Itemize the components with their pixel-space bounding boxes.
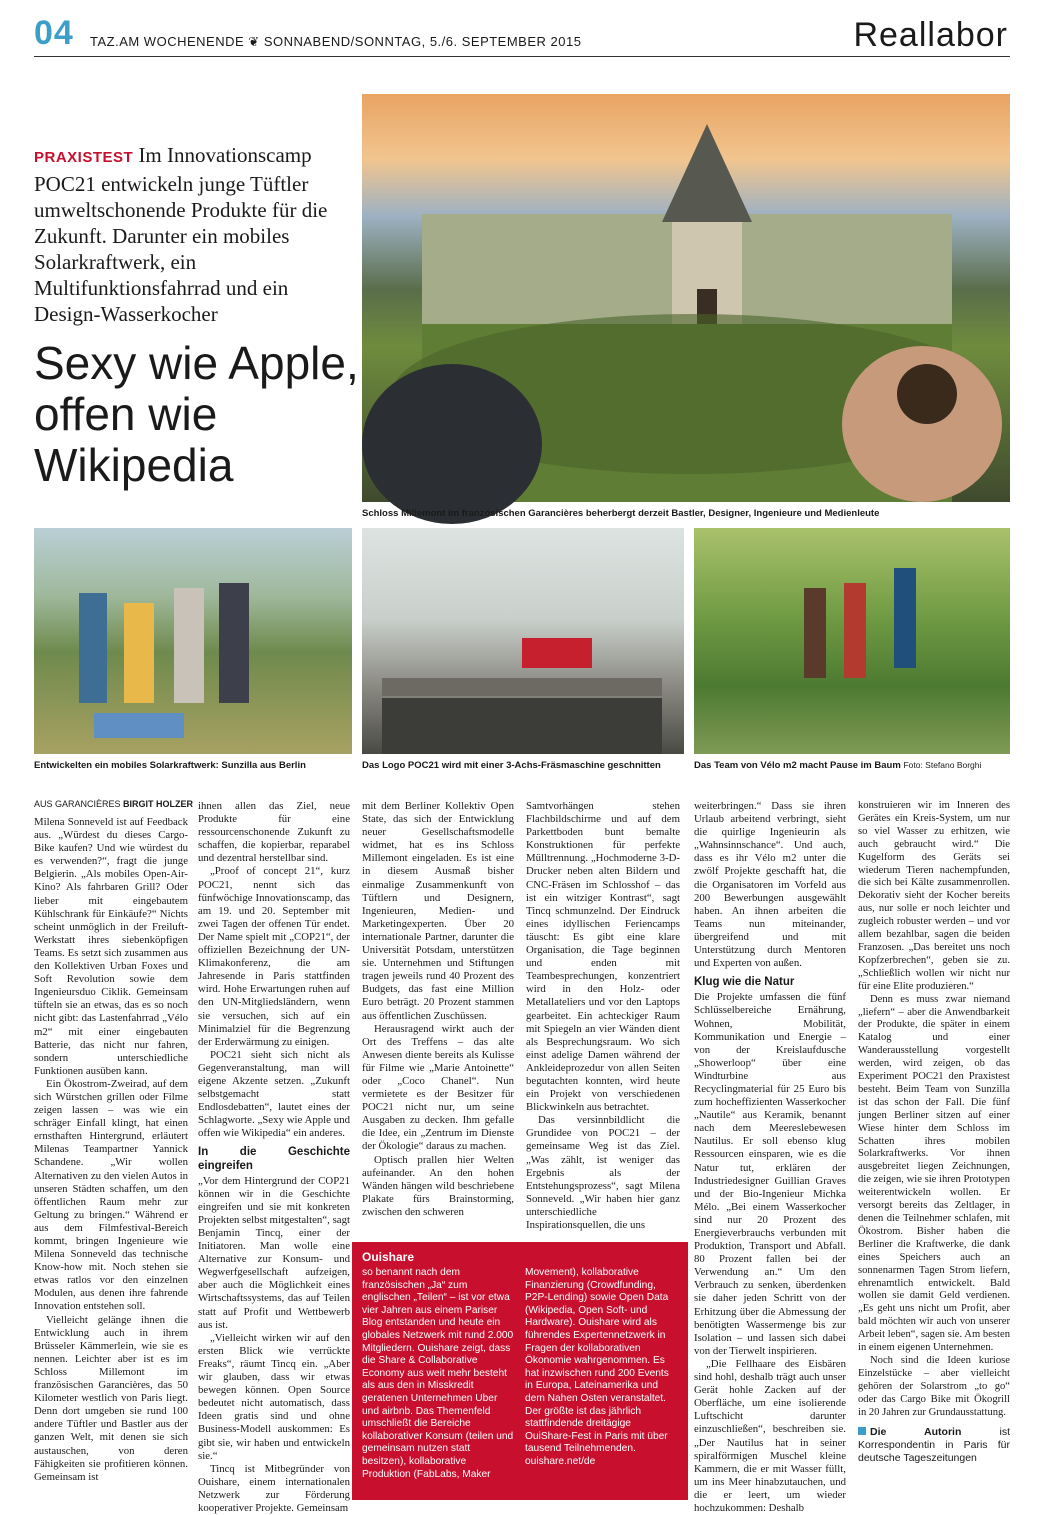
square-bullet-icon bbox=[858, 1427, 866, 1435]
photo-tree bbox=[694, 528, 1010, 754]
caption-photo3 bbox=[694, 760, 1010, 771]
kicker: PRAXISTEST bbox=[34, 149, 134, 166]
teaser-text: Im Innovationscamp POC21 entwickeln junge Tüftler umweltschonende Produkte für die Zukunft. Darunter ein mobiles Solarkraftwerk, ein Multifunktionsfahrrad und ein Design-Wasserkocher bbox=[34, 143, 328, 326]
photo-cnc bbox=[362, 528, 684, 754]
column-3 bbox=[362, 800, 514, 1219]
paragraph: Vielleicht gelänge ihnen die Entwicklung auch in ihrem Brüsseler Kämmerlein, wie sie es nennen. Leichter aber ist es im Schloss Millemont im französischen Garancières, das 50 Kilometer westlich von Paris liegt. Denn dort umgeben sie rund 100 andere Tüftler und Bastler aus der ganzen Welt, mit denen sie sich austauschen, von deren Fähigkeiten sie profitieren können. Gemeinsam ist bbox=[34, 1313, 188, 1483]
paragraph: Herausragend wirkt auch der Ort des Treffens – das alte Anwesen diente bereits als Kulisse für Filme wie „Marie Antoinette“ oder „Coco Chanel“. Nun vermietete es der Besitzer für POC21 nicht nur, um seine Ausgaben zu decken. Ihm gefalle die Idee, ein „Zentrum im Dienste der Ökologie“ daraus zu machen. bbox=[362, 1022, 514, 1153]
byline-prefix: AUS GARANCIÈRES bbox=[34, 799, 121, 809]
paragraph: weiterbringen.“ Dass sie ihren Urlaub arbeitend verbringt, sieht die quirlige Ingenieurin als „Wahnsinnschance“. Und auch, dass es ihr Vélo m2 unter die zwölf Projekte geschafft hat, die die Organisatoren im Vorfeld aus 200 Bewerbungen ausgewählt haben. An ihnen arbeiten die Teams nun miteinander, übergreifend und mit Unterstützung durch Mentoren und Experten von außen. bbox=[694, 800, 846, 970]
column-1 bbox=[34, 816, 188, 1484]
column-2 bbox=[198, 800, 350, 1515]
info-box-right-wrap bbox=[525, 1267, 678, 1481]
paw-icon: ❦ bbox=[248, 34, 260, 49]
page-number: 04 bbox=[34, 14, 74, 52]
section-title: Reallabor bbox=[853, 16, 1008, 54]
paragraph: „Vor dem Hintergrund der COP21 können wir in die Geschichte eingreifen und sie mit konkreten Projekten selbst mitgestalten“, sagt Benjamin Tincq, einer der Initiatoren. Man wolle eine Alternative zur Konsum- und Wegwerfgesellschaft aufzeigen, aber auch die Möglichkeit eines Wirtschaftssystems, das auf Teilen statt auf Profit und Wettbewerb aus ist. bbox=[198, 1174, 350, 1331]
paragraph: Die Projekte umfassen die fünf Schlüsselbereiche Ernährung, Wohnen, Mobilität, Kommunikation und Energie – von der Kreislaufdusche „Showerloop“ über eine Windturbine aus Recyclingmaterial für 25 Euro bis zum hocheffizienten Wasserkocher „Nautile“ aus Keramik, benannt nach dem Meereslebewesen Nautilus. Er soll ebenso klug Ressourcen einsparen, wie es die Natur tut, erklären der Industriedesigner Guillian Graves und der Bio-Ingenieur Michka Mélo. „Bei einem Wasserkocher sind nur 20 Prozent des Energieverbrauchs verbunden mit Produktion, Transport und Abfall. 80 Prozent fallen bei der Verwendung an.“ Um den Verbrauch zu senken, überdenken sie daher jeden Schritt von der Erhitzung über die Abmessung der benötigten Wassermenge bis zur Isolation – und lassen sich dabei von der Tierwelt inspirieren. bbox=[694, 991, 846, 1357]
header-divider bbox=[34, 56, 1010, 57]
paragraph: Das versinnbildlicht die Grundidee von POC21 – der gemeinsame Weg ist das Ziel. „Was zählt, ist weniger das Ergebnis als der Entstehungsprozess“, sagt Milena Sonneveld. „Wir haben hier ganz unterschiedliche Inspirationsquellen, die uns bbox=[526, 1114, 680, 1231]
subheading: In die Geschichte eingreifen bbox=[198, 1146, 350, 1172]
info-box-title: Ouishare bbox=[362, 1250, 415, 1264]
paragraph: Ein Ökostrom-Zweirad, auf dem sich Würstchen grillen oder Filme zeigen lassen – was wie ein schräger Einfall klingt, hat einen ernsthaften Hintergrund, erläutert Milenas Teampartner Yannick Schandene. „Wir wollen Alternativen zu den vielen Autos in unseren Städten schaffen, um den öffentlichen Raum mehr zur Geltung zu bringen.“ Während er aus dem Filmfestival-Bereich kommt, bringen Ingenieure wie Milena Sonneveld das technische Know-how mit. Noch stehen sie etwas ratlos vor den einzelnen Modulen, aus denen ihre fahrende Innovation entstehen soll. bbox=[34, 1077, 188, 1313]
tree-climbers bbox=[694, 528, 1010, 754]
paragraph: Tincq ist Mitbegründer von Ouishare, einem internationalen Netzwerk zur Förderung kooperativer Projekte. Gemeinsam bbox=[198, 1462, 350, 1514]
caption-photo3-text: Das Team von Vélo m2 macht Pause im Baum bbox=[694, 760, 901, 771]
paragraph: Milena Sonneveld ist auf Feedback aus. „Würdest du dieses Cargo-Bike kaufen? Und wie würdest du es verwenden?“, fragt die junge Belgierin. „Als mobiles Open-Air-Kino? Als fahrbaren Grill? Oder lieber mit eingebautem Kühlschrank für Einkäufe?“ Nichts scheint unmöglich in der Freiluft-Werkstatt ihres siebenköpfigen Teams. Es setzt sich zusammen aus den Kollektiven Urban Foxes und Soft Revolution sowie dem Ingenieursduo Ciklik. Gemeinsam tüfteln sie an etwas, das es so noch nicht gibt: das Lastenfahrrad „Vélo m2“ mit einer eingebauten Batterie, das nicht nur fahren, sondern unterschiedliche Funktionen ausüben kann. bbox=[34, 816, 188, 1077]
author-note-label: Die Autorin bbox=[870, 1425, 962, 1438]
team-figures bbox=[34, 528, 352, 754]
paper-name: TAZ.AM WOCHENENDE bbox=[90, 34, 245, 49]
info-box-left: so benannt nach dem französischen „Ja“ zum englischen „Teilen“ – ist vor etwa vier Jahren aus einem Pariser Blog entstanden und heute ein globales Netzwerk mit rund 2.000 Mitgliedern. Ouishare zeigt, dass die Share & Collaborative Economy aus weit mehr besteht als aus den in Misskredit geratenen Unternehmen Uber und airbnb. Das Themenfeld umschließt die Bereiche kollaborativer Konsum (teilen und gemeinsam nutzen statt besitzen), kollaborative Produktion (FabLabs, Maker bbox=[362, 1267, 514, 1480]
paragraph: Noch sind die Ideen kuriose Einzelstücke – aber vielleicht gehören der Solarstrom „to go“ oder das Cargo Bike mit Ökogrill in 20 Jahren zur Grundausstattung. bbox=[858, 1354, 1010, 1418]
caption-main: Schloss Millemont im französischen Garancières beherbergt derzeit Bastler, Designer, Ingenieure und Medienleute bbox=[362, 508, 880, 519]
author-note-text: ist Korrespondentin in Paris für deutsche Tageszeitungen bbox=[858, 1425, 1010, 1464]
caption-photo2: Das Logo POC21 wird mit einer 3-Achs-Fräsmaschine geschnitten bbox=[362, 760, 661, 771]
caption-photo1: Entwickelten ein mobiles Solarkraftwerk: Sunzilla aus Berlin bbox=[34, 760, 306, 771]
chateau-scene bbox=[362, 94, 1010, 502]
info-box-body bbox=[362, 1267, 678, 1481]
paragraph: POC21 sieht sich nicht als Gegenveranstaltung, man will eigene Akzente setzen. „Zukunft selbstgemacht statt Endlosdebatten“, lautet eines der Schlagworte. „Sexy wie Apple und offen wie Wikipedia“ ein anderes. bbox=[198, 1048, 350, 1140]
info-box-ouishare bbox=[352, 1242, 688, 1500]
cnc-machine bbox=[362, 528, 684, 754]
issue-info bbox=[90, 34, 581, 50]
paragraph: Optisch prallen hier Welten aufeinander. An den hohen Wänden hängen wild beschriebene Plakate fürs Brainstorming, zwischen den schweren bbox=[362, 1153, 514, 1218]
column-4 bbox=[526, 800, 680, 1232]
info-box-url[interactable]: ouishare.net/de bbox=[525, 1455, 596, 1467]
paragraph: Samtvorhängen stehen Flachbildschirme und auf dem Parkettboden bunt bemalte Konstruktionen für perfekte Mülltrennung. „Hochmoderne 3-D-Drucker neben alten Bildern und CNC-Fräsen im Schlosshof – das ist ein witziger Kontrast“, sagt Tincq schmunzelnd. Der Eindruck eines idyllischen Feriencamps täuscht: Es gibt eine klare Organisation, die Tage beginnen und enden mit Teambesprechungen, konzentriert wird in den Holz- oder Metallateliers und vor den Laptops gearbeitet. Ein achteckiger Raum mit Spiegeln an vier Wänden dient als Besprechungsraum. Wo sich einst adelige Damen während der Ankleideprozedur von allen Seiten begutachten konnten, wird heute ein Projekt von verschiedenen Blickwinkeln aus betrachtet. bbox=[526, 800, 680, 1114]
subheading: Klug wie die Natur bbox=[694, 976, 795, 989]
author-note bbox=[858, 1426, 1010, 1465]
teaser bbox=[34, 142, 350, 327]
column-5 bbox=[694, 800, 846, 1515]
paragraph: konstruieren wir im Inneren des Gerätes ein Kreis-System, um nur so viel Wasser zu erhitzen, wie auch gebraucht wird.“ Die Kugelform des Geräts sei wiederum Tieren nachempfunden, die sich bei Kälte zusammenrollen. Dekorativ sieht der Kocher bereits aus, nur solle er noch leichter und zugleich robuster werden – und vor allem bezahlbar, sagen die beiden Franzosen. „Das bereitet uns noch Kopfzerbrechen“, geben sie zu. „Schließlich wollen wir nicht nur für eine Elite produzieren.“ bbox=[858, 800, 1010, 992]
main-photo bbox=[362, 94, 1010, 502]
byline bbox=[34, 799, 193, 809]
info-box-right: Movement), kollaborative Finanzierung (Crowdfunding, P2P-Lending) sowie Open Data (Wikipedia, Open Soft- und Hardware). Ouishare wird als führendes Expertennetzwerk in Fragen der kollaborativen Ökonomie wahrgenommen. Es hat inzwischen rund 200 Events in Europa, Lateinamerika und dem Nahen Osten veranstaltet. Der größte ist das jährlich stattfindende dreitägige OuiShare-Fest in Paris mit über tausend Teilnehmenden. bbox=[525, 1267, 669, 1455]
issue-date: SONNABEND/SONNTAG, 5./6. SEPTEMBER 2015 bbox=[263, 34, 582, 49]
photo-sunzilla bbox=[34, 528, 352, 754]
paragraph: „Proof of concept 21“, kurz POC21, nennt sich das fünfwöchige Innovationscamp, das am 19. und 20. September mit zwei Tagen der offenen Tür endet. Der Name spielt mit „COP21“, der offiziellen Bezeichnung der UN-Klimakonferenz, die am Jahresende in Paris stattfinden wird. Hohe Erwartungen ruhen auf den UN-Mitgliedsländern, wenn sie versuchen, sich auf ein Minimalziel für die Begrenzung der Erderwärmung zu einigen. bbox=[198, 865, 350, 1048]
photo-credit: Foto: Stefano Borghi bbox=[903, 760, 982, 770]
paragraph: mit dem Berliner Kollektiv Open State, das sich der Entwicklung neuer Gesellschaftsmodelle widmet, hat es ins Schloss Millemont eingeladen. Es ist eine in diesem Ausmaß bisher einmalige Zusammenkunft von Tüftlern und Designern, Ingenieuren, Medien- und Marketingexperten. Über 20 internationale Partner, darunter die Universität Potsdam, unterstützen sie. Unternehmen und Stiftungen tragen jeweils rund 40 Prozent des Budgets, das fast eine Million Euro beträgt. 20 Prozent stammen aus öffentlichen Zuschüssen. bbox=[362, 800, 514, 1022]
paragraph: Denn es muss zwar niemand „liefern“ – aber die Anwendbarkeit der Produkte, die später in einem Katalog und einer Wanderausstellung vorgestellt werden, wird zeigen, ob das Experiment POC21 den Praxistest besteht. Beim Team von Sunzilla ist das schon der Fall. Die fünf jungen Berliner sitzen auf einer Wiese hinter dem Schloss im Schatten ihres mobilen Solarkraftwerks. Vor ihnen ausgebreitet liegen Zeichnungen, die zeigen, wie sie ihren Prototypen weiterentwickeln wollen. Er versorgt bereits das Zeltlager, in denen die Teilnehmer schlafen, mit Ökostrom. Bisher haben die Berliner die Kraftwerke, die dank eines Speichers auch an sonnenarmen Tagen Strom liefern, ehrenamtlich entwickelt. Bald wollen sie damit Geld verdienen. „Es geht uns nicht um Profit, aber bald möchten wir auch von unserer Arbeit leben“, sagen sie. Am besten in einem eigenen Unternehmen. bbox=[858, 993, 1010, 1354]
paragraph: ihnen allen das Ziel, neue Produkte für eine ressourcenschonende Zukunft zu schaffen, die kopierbar, reparabel und dezentral herstellbar sind. bbox=[198, 800, 350, 865]
paragraph: „Vielleicht wirken wir auf den ersten Blick wie verrückte Freaks“, räumt Tincq ein. „Aber wir glauben, dass wir etwas bewegen können. Open Source bedeutet nicht automatisch, dass Ideen gratis sind und ohne Business-Modell auskommen: Es gibt sie, wir haben und entwickeln sie.“ bbox=[198, 1331, 350, 1462]
paragraph: „Die Fellhaare des Eisbären sind hohl, deshalb trägt auch unser Gerät hohle Zacken auf der Oberfläche, um eine isolierende Luftschicht darunter einzuschließen“, beschreiben sie. „Der Nautilus hat in seiner spiralförmigen Muschel kleine Kammern, die er mit Wasser füllt, um ins Meer hinabzutauchen, und die er leert, um wieder hochzukommen: Deshalb bbox=[694, 1357, 846, 1514]
column-6 bbox=[858, 800, 1010, 1465]
byline-author: BIRGIT HOLZER bbox=[123, 799, 194, 809]
headline: Sexy wie Apple, offen wie Wikipedia bbox=[34, 337, 359, 491]
